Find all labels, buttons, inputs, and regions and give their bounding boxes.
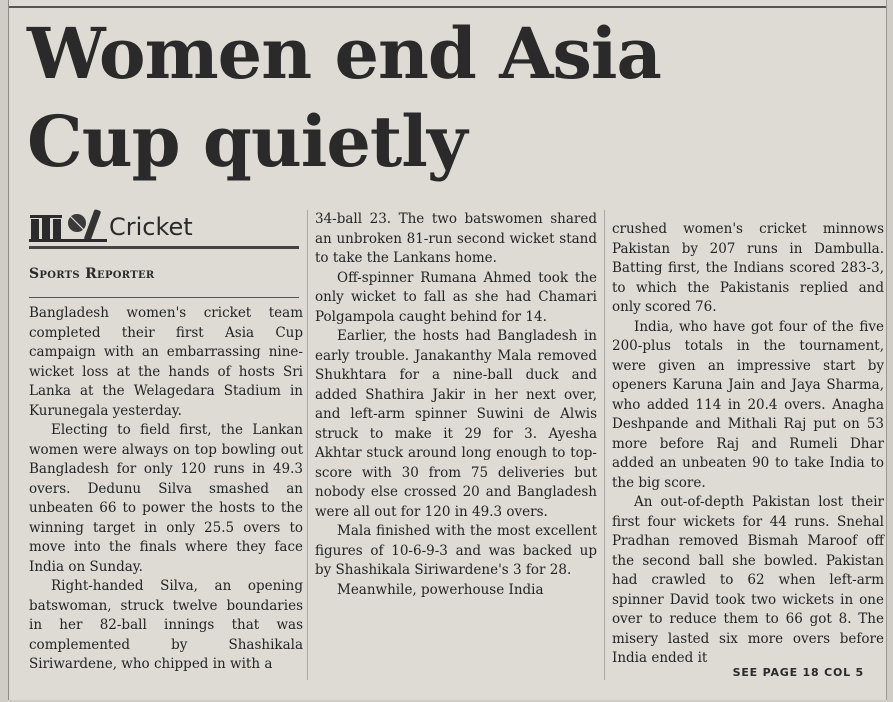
paragraph: Earlier, the hosts had Bangladesh in early trouble. Janakanthy Mala removed Shukhtara for a nine-ball duck and added Shathira Jakir in her next over, and left-arm spinner Suwini de Alwis struck to make it 29 for 3. Ayesha Akhtar stuck around long enough to top-score with 30 from 75 deliveries but nobody else crossed 20 and Bangladesh were all out for 120 in 49.3 overs. — [315, 328, 597, 520]
paragraph: Mala finished with the most excellent figures of 10-6-9-3 and was backed up by Shashikala Siriwardene's 3 for 28. — [315, 523, 597, 578]
column-divider — [604, 210, 605, 680]
paragraph: Meanwhile, powerhouse India — [337, 581, 544, 598]
paragraph: Off-spinner Rumana Ahmed took the only wicket to fall as she had Chamari Polgampola caught behind for 14. — [315, 269, 597, 325]
article-column-1 — [29, 304, 303, 675]
kicker-rule — [29, 246, 299, 249]
paragraph: Electing to field first, the Lankan women were always on top bowling out Bangladesh for only 120 runs in 49.3 overs. Dedunu Silva smashed an unbeaten 66 to power the hosts to the winning target in only 25.5 overs to move into the finals where they face India on Sunday. — [29, 422, 303, 575]
byline-rule — [29, 297, 299, 298]
continuation-jump: SEE PAGE 18 COL 5 — [732, 666, 864, 679]
headline-line-2: Cup quietly — [27, 100, 467, 183]
article-column-2 — [315, 210, 597, 600]
paragraph: 34-ball 23. The two batswomen shared an unbroken 81-run second wicket stand to take the Lankans home. — [315, 211, 597, 266]
paragraph: Bangladesh women's cricket team completed their first Asia Cup campaign with an embarrassing nine-wicket loss at the hands of hosts Sri Lanka at the Welagedara Stadium in Kurunegala yesterday. — [29, 305, 303, 419]
paragraph: crushed women's cricket minnows Pakistan by 207 runs in Dambulla. Batting first, the Indians scored 283-3, to which the Pakistanis replied and only scored 76. — [612, 221, 884, 315]
article-column-3 — [612, 220, 884, 669]
newspaper-clipping — [8, 0, 887, 700]
section-label: Cricket — [109, 213, 193, 241]
headline — [27, 10, 747, 186]
headline-line-1: Women end Asia — [27, 12, 661, 95]
cricket-logo-icon — [29, 205, 107, 243]
section-kicker — [29, 205, 299, 245]
column-divider — [307, 210, 308, 680]
top-rule — [9, 6, 886, 8]
paragraph: An out-of-depth Pakistan lost their first four wickets for 44 runs. Snehal Pradhan removed Bismah Maroof off the second ball she bowled. Pakistan had crawled to 62 when left-arm spinner David took two wickets in one over to reduce them to 66 got 8. The misery lasted six more overs before India ended it — [612, 494, 884, 666]
byline: Sports Reporter — [29, 266, 155, 282]
paragraph: India, who have got four of the five 200-plus totals in the tournament, were given an impressive start by openers Karuna Jain and Jaya Sharma, who added 114 in 20.4 overs. Anagha Deshpande and Mithali Raj put on 53 more before Raj and Rumeli Dhar added an unbeaten 90 to take India to the big score. — [612, 318, 884, 491]
paragraph: Right-handed Silva, an opening batswoman, struck twelve boundaries in her 82-ball innings that was complemented by Shashikala Siriwardene, who chipped in with a — [29, 578, 303, 672]
